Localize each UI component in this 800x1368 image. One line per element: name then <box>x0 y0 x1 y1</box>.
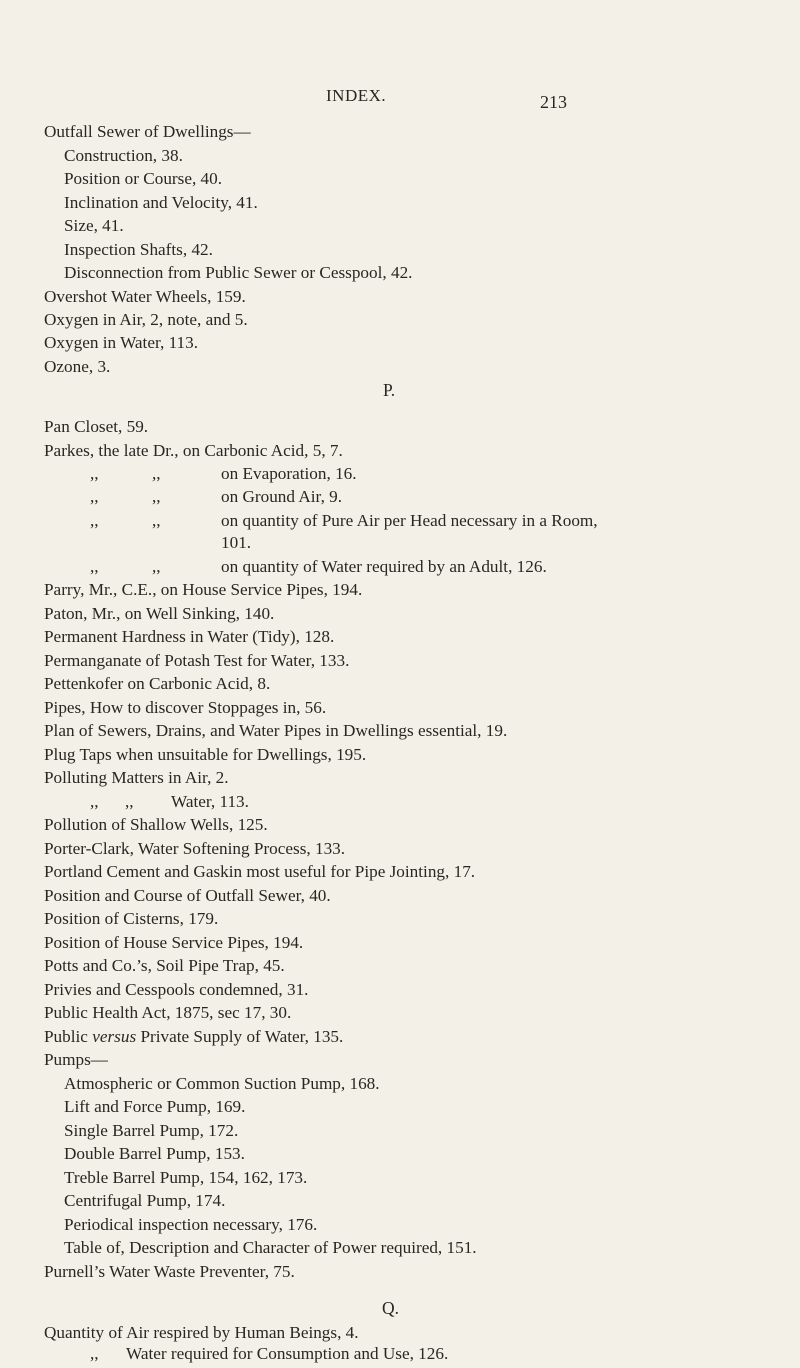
index-subentry: Double Barrel Pump, 153. <box>64 1144 245 1163</box>
index-entry: Parkes, the late Dr., on Carbonic Acid, 5, 7. <box>44 441 343 460</box>
index-subentry: Disconnection from Public Sewer or Cesspool, 42. <box>64 263 413 282</box>
ditto-mark: ,, <box>152 487 161 506</box>
ditto-mark: ,, <box>90 1344 99 1363</box>
index-entry: Potts and Co.’s, Soil Pipe Trap, 45. <box>44 956 285 975</box>
index-subentry: Water, 113. <box>171 792 249 811</box>
ditto-mark: ,, <box>152 557 161 576</box>
index-entry: Polluting Matters in Air, 2. <box>44 768 229 787</box>
ditto-mark: ,, <box>90 511 99 530</box>
running-head <box>0 86 800 110</box>
index-entry: Pollution of Shallow Wells, 125. <box>44 815 268 834</box>
ditto-mark: ,, <box>152 464 161 483</box>
running-title: INDEX. <box>326 86 387 105</box>
section-heading-q: Q. <box>382 1298 400 1318</box>
section-heading-p: P. <box>383 380 396 400</box>
page-number: 213 <box>540 92 567 112</box>
index-entry: Pettenkofer on Carbonic Acid, 8. <box>44 674 271 693</box>
index-subentry: Single Barrel Pump, 172. <box>64 1121 239 1140</box>
index-entry: Portland Cement and Gaskin most useful for Pipe Jointing, 17. <box>44 862 476 881</box>
entry-text: Public <box>44 1027 93 1046</box>
index-entry: Position of House Service Pipes, 194. <box>44 933 304 952</box>
index-entry: Permanganate of Potash Test for Water, 133. <box>44 651 350 670</box>
index-subentry: Table of, Description and Character of Power required, 151. <box>64 1238 477 1257</box>
index-subentry: Periodical inspection necessary, 176. <box>64 1215 318 1234</box>
index-subentry: on quantity of Pure Air per Head necessary in a Room, <box>221 511 598 530</box>
index-subentry: Centrifugal Pump, 174. <box>64 1191 226 1210</box>
index-entry: Outfall Sewer of Dwellings— <box>44 122 251 141</box>
index-entry: Plan of Sewers, Drains, and Water Pipes in Dwellings essential, 19. <box>44 721 508 740</box>
index-subentry: Treble Barrel Pump, 154, 162, 173. <box>64 1168 308 1187</box>
index-subentry: Lift and Force Pump, 169. <box>64 1097 246 1116</box>
index-subentry: Construction, 38. <box>64 146 183 165</box>
index-subentry-continuation: 101. <box>221 533 252 552</box>
index-entry: Position of Cisterns, 179. <box>44 909 219 928</box>
index-subentry: on Ground Air, 9. <box>221 487 343 506</box>
index-entry: Oxygen in Water, 113. <box>44 333 199 352</box>
index-subentry: Water required for Consumption and Use, 126. <box>126 1344 449 1363</box>
ditto-mark: ,, <box>90 792 99 811</box>
ditto-mark: ,, <box>90 464 99 483</box>
index-entry: Paton, Mr., on Well Sinking, 140. <box>44 604 275 623</box>
index-subentry: Inspection Shafts, 42. <box>64 240 213 259</box>
ditto-mark: ,, <box>152 511 161 530</box>
ditto-mark: ,, <box>90 557 99 576</box>
index-entry: Overshot Water Wheels, 159. <box>44 287 246 306</box>
index-entry: Parry, Mr., C.E., on House Service Pipes, 194. <box>44 580 363 599</box>
index-entry: Porter-Clark, Water Softening Process, 133. <box>44 839 346 858</box>
index-entry: Permanent Hardness in Water (Tidy), 128. <box>44 627 335 646</box>
index-entry: Plug Taps when unsuitable for Dwellings, 195. <box>44 745 367 764</box>
index-entry: Public Health Act, 1875, sec 17, 30. <box>44 1003 292 1022</box>
index-subentry: on Evaporation, 16. <box>221 464 357 483</box>
index-entry: Ozone, 3. <box>44 357 111 376</box>
index-entry: Pan Closet, 59. <box>44 417 149 436</box>
index-subentry: Inclination and Velocity, 41. <box>64 193 258 212</box>
index-entry: Position and Course of Outfall Sewer, 40. <box>44 886 331 905</box>
index-entry <box>44 1026 343 1048</box>
index-subentry: Atmospheric or Common Suction Pump, 168. <box>64 1074 380 1093</box>
index-entry: Quantity of Air respired by Human Beings, 4. <box>44 1323 359 1342</box>
index-entry: Pumps— <box>44 1050 108 1069</box>
index-entry: Purnell’s Water Waste Preventer, 75. <box>44 1262 295 1281</box>
index-entry: Pipes, How to discover Stoppages in, 56. <box>44 698 327 717</box>
entry-text: Private Supply of Water, 135. <box>136 1027 344 1046</box>
index-subentry: on quantity of Water required by an Adult, 126. <box>221 557 547 576</box>
index-subentry: Size, 41. <box>64 216 124 235</box>
ditto-mark: ,, <box>90 487 99 506</box>
ditto-mark: ,, <box>125 792 134 811</box>
index-subentry: Position or Course, 40. <box>64 169 223 188</box>
italic-text: versus <box>92 1027 137 1046</box>
index-entry: Privies and Cesspools condemned, 31. <box>44 980 309 999</box>
index-entry: Oxygen in Air, 2, note, and 5. <box>44 310 248 329</box>
